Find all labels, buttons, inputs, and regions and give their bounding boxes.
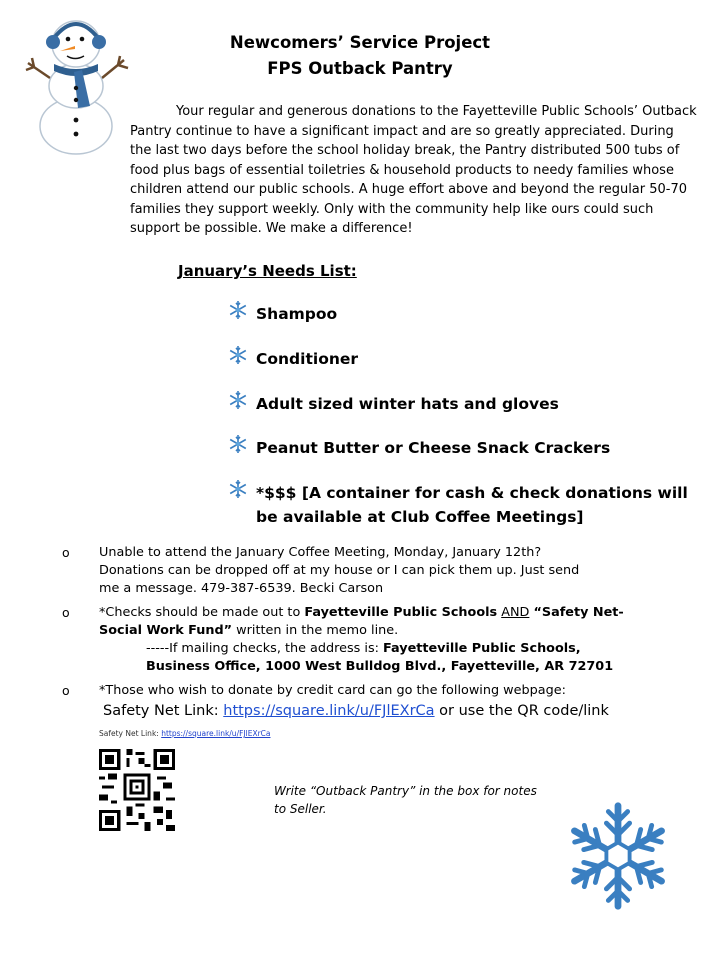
needs-item-label: Adult sized winter hats and gloves (256, 395, 559, 413)
mailing-address-line1: Fayetteville Public Schools, (383, 641, 581, 656)
snowflake-bullet-icon (228, 434, 248, 454)
needs-item-label: Shampoo (256, 305, 338, 323)
snowflake-bullet-icon (228, 390, 248, 410)
mailing-text: -----If mailing checks, the address is: (146, 641, 383, 656)
checks-text: *Checks should be made out to (99, 605, 305, 620)
snowflake-bullet-icon (228, 345, 248, 365)
bullet-marker: o (62, 605, 70, 620)
snowflake-bullet-icon (228, 300, 248, 320)
page-subtitle: FPS Outback Pantry (267, 59, 453, 78)
bullet-line: Donations can be dropped off at my house or I can pick them up. Just send (99, 563, 580, 578)
needs-item (228, 347, 698, 371)
safety-net-link-label: Safety Net Link: (103, 703, 224, 719)
qr-code[interactable] (99, 748, 175, 832)
needs-list-title: January’s Needs List: (178, 262, 357, 280)
seller-note-line: Write “Outback Pantry” in the box for notes (274, 784, 537, 798)
snowman-illustration (20, 8, 132, 156)
snowflake-bullet-icon (228, 479, 248, 499)
needs-item (228, 436, 698, 460)
page-title: Newcomers’ Service Project (229, 33, 491, 52)
needs-item-label: *$$$ [A container for cash & check donations will be available at Club Coffee Meetings] (256, 484, 688, 526)
bullet-marker: o (62, 683, 70, 698)
qr-caption-label: Safety Net Link: (99, 729, 162, 738)
bullet-marker: o (62, 545, 70, 560)
checks-fund-name: “Safety Net- (533, 605, 624, 620)
qr-caption-link[interactable]: https://square.link/u/FJlEXrCa (161, 729, 271, 738)
bullet-line: me a message. 479-387-6539. Becki Carson (99, 581, 384, 596)
needs-item (228, 392, 698, 416)
bullet-credit-card (99, 682, 709, 722)
intro-paragraph: Your regular and generous donations to the Fayetteville Public Schools’ Outback Pantry continue to have a significant impact and are so greatly appreciated. During the last two days before the school holiday break, the Pantry distributed 500 tubs of food plus bags of essential toiletries & household products to needy families whose children attend our public schools. A huge effort above and beyond the regular 50-70 families they support weekly. Only with the community help like ours could such support be possible. We make a difference! (130, 104, 697, 236)
checks-fund-name-cont: Social Work Fund” (99, 623, 233, 638)
mailing-address-line2: Business Office, 1000 West Bulldog Blvd., Fayetteville, AR 72701 (146, 659, 614, 674)
seller-note-line: to Seller. (274, 802, 327, 816)
bullet-line: Unable to attend the January Coffee Meeting, Monday, January 12th? (99, 545, 542, 560)
needs-item-label: Conditioner (256, 350, 359, 368)
checks-payee: Fayetteville Public Schools (304, 605, 498, 620)
snowflake-icon (560, 798, 676, 914)
qr-caption (99, 729, 271, 738)
needs-item (228, 302, 698, 326)
credit-card-text: *Those who wish to donate by credit card can go the following webpage: (99, 683, 566, 698)
seller-note (274, 782, 554, 818)
needs-item-label: Peanut Butter or Cheese Snack Crackers (256, 439, 611, 457)
bullet-coffee-meeting (99, 544, 709, 598)
needs-item (228, 481, 698, 529)
safety-net-link[interactable]: https://square.link/u/FJlEXrCa (223, 703, 435, 719)
safety-net-link-suffix: or use the QR code/link (434, 703, 609, 719)
bullet-checks (99, 604, 709, 676)
checks-memo-text: written in the memo line. (232, 623, 399, 638)
checks-and: AND (501, 605, 530, 620)
